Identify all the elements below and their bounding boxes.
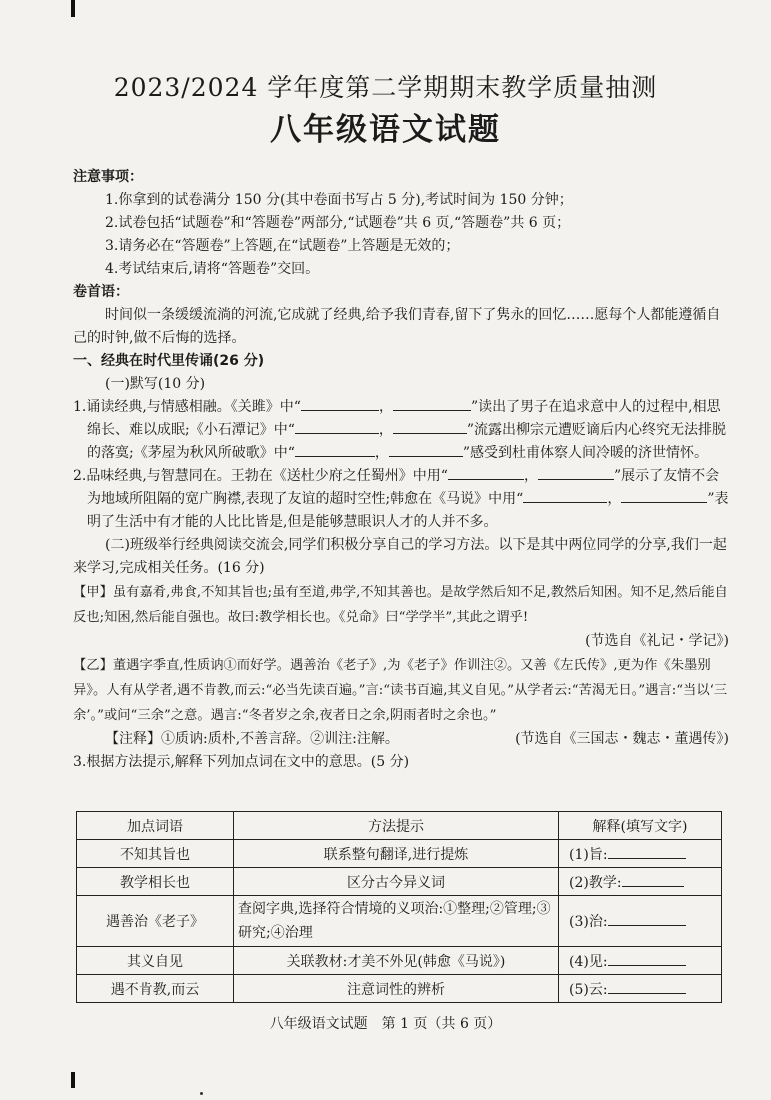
section1-heading: 一、经典在时代里传诵(26 分) — [73, 353, 265, 369]
table-answer: (4)见: — [559, 947, 722, 975]
table-row — [77, 840, 722, 868]
table-answer: (1)旨: — [559, 840, 722, 868]
table-method: 注意词性的辨析 — [234, 975, 559, 1003]
table-answer: (3)治: — [559, 896, 722, 947]
answer-blank[interactable] — [295, 419, 379, 434]
passage-jia-source: (节选自《礼记・学记》) — [585, 633, 729, 649]
vocab-table — [76, 811, 722, 1003]
exam-subtitle: 八年级语文试题 — [270, 112, 501, 148]
notice-item: 2.试卷包括“试题卷”和“答题卷”两部分,“试题卷”共 6 页,“答题卷”共 6 页； — [105, 215, 571, 231]
answer-blank[interactable] — [608, 951, 686, 966]
question-2: 2.品味经典,与智慧同在。王勃在《送杜少府之任蜀州》中用“ ， ”展示了友情不会为地域所阻隔的宽广胸襟,表现了友谊的超时空性;韩愈在《马说》中用“ ， ”表明了生活中有才能的人比比皆是,但是能够慧眼识人才的人并不多。 — [73, 465, 729, 534]
table-answer: (5)云: — [559, 975, 722, 1003]
exam-body — [73, 166, 729, 774]
table-row — [77, 975, 722, 1003]
table-header: 解释(填写文字) — [559, 812, 722, 840]
answer-blank[interactable] — [621, 488, 707, 503]
table-method: 查阅字典,选择符合情境的义项治:①整理;②管理;③研究;④治理 — [234, 896, 559, 947]
preface-text: 时间似一条缓缓流淌的河流,它成就了经典,给予我们青春,留下了隽永的回忆……愿每个人都能遵循自己的时钟,做不后悔的选择。 — [73, 307, 721, 346]
answer-blank[interactable] — [393, 396, 471, 411]
answer-blank[interactable] — [295, 442, 375, 457]
table-word: 遇善治《老子》 — [77, 896, 234, 947]
table-answer: (2)教学: — [559, 868, 722, 896]
table-row — [77, 947, 722, 975]
table-word: 遇不肯教,而云 — [77, 975, 234, 1003]
passage-jia: 【甲】虽有嘉肴,弗食,不知其旨也;虽有至道,弗学,不知其善也。是故学然后知不足,教然后知困。知不足,然后能自反也;知困,然后能自强也。故曰:教学相长也。《兑命》曰“学学半”,其此之谓乎! — [73, 585, 728, 625]
passage-yi-source: (节选自《三国志・魏志・董遇传》) — [515, 731, 729, 747]
table-method: 联系整句翻译,进行提炼 — [234, 840, 559, 868]
answer-blank[interactable] — [301, 396, 379, 411]
answer-blank[interactable] — [608, 911, 686, 926]
answer-blank[interactable] — [608, 979, 686, 994]
scan-mark-top — [71, 0, 75, 17]
notice-item: 4.考试结束后,请将“答题卷”交回。 — [105, 261, 320, 277]
passage-yi: 【乙】董遇字季直,性质讷①而好学。遇善治《老子》,为《老子》作训注②。又善《左氏传》,更为作《朱墨别异》。人有从学者,遇不肯教,而云:“必当先读百遍。”言:“读书百遍,其义自见。”从学者云:“苦渴无日。”遇言:“当以‘三余’。”或问“三余”之意。遇言:“冬者岁之余,夜者日之余,阴雨者时之余也。” — [73, 658, 728, 723]
preface-heading: 卷首语： — [73, 284, 129, 300]
passage-notes-row — [73, 728, 729, 751]
table-header: 方法提示 — [234, 812, 559, 840]
table-word: 不知其旨也 — [77, 840, 234, 868]
table-header-row — [77, 812, 722, 840]
notice-item: 3.请务必在“答题卷”上答题,在“试题卷”上答题是无效的； — [105, 238, 460, 254]
table-method: 关联教材:才美不外见(韩愈《马说》) — [234, 947, 559, 975]
table-row — [77, 868, 722, 896]
answer-blank[interactable] — [523, 488, 607, 503]
table-word: 其义自见 — [77, 947, 234, 975]
notice-heading: 注意事项： — [73, 169, 143, 185]
page-footer: 八年级语文试题 第 1 页（共 6 页） — [269, 1016, 502, 1032]
subsection-reading: (二)班级举行经典阅读交流会,同学们积极分享自己的学习方法。以下是其中两位同学的分享,我们一起来学习,完成相关任务。(16 分) — [73, 537, 727, 576]
scan-mark-bottom — [71, 1072, 75, 1088]
table-header: 加点词语 — [77, 812, 234, 840]
question-3: 3.根据方法提示,解释下列加点词在文中的意思。(5 分) — [73, 754, 410, 770]
scan-dot — [200, 1092, 203, 1095]
subsection-dictation: (一)默写(10 分) — [105, 376, 206, 392]
table-row — [77, 896, 722, 947]
table-word: 教学相长也 — [77, 868, 234, 896]
table-method: 区分古今异义词 — [234, 868, 559, 896]
question-1: 1.诵读经典,与情感相融。《关雎》中“ ， ”读出了男子在追求意中人的过程中,相思绵长、难以成眠;《小石潭记》中“ ， ”流露出柳宗元遭贬谪后内心终究无法排脱的落寞;《茅屋为秋风所破歌》中“ ， ”感受到杜甫体察人间冷暖的济世情怀。 — [73, 396, 729, 465]
answer-blank[interactable] — [538, 465, 614, 480]
notice-item: 1.你拿到的试卷满分 150 分(其中卷面书写占 5 分),考试时间为 150 分钟； — [105, 192, 573, 208]
answer-blank[interactable] — [389, 442, 463, 457]
answer-blank[interactable] — [448, 465, 524, 480]
answer-blank[interactable] — [608, 844, 686, 859]
answer-blank[interactable] — [393, 419, 467, 434]
answer-blank[interactable] — [622, 872, 684, 887]
passage-notes: 【注释】①质讷:质朴,不善言辞。②训注:注解。 — [105, 731, 399, 747]
exam-title: 2023/2024 学年度第二学期期末教学质量抽测 — [113, 73, 658, 102]
